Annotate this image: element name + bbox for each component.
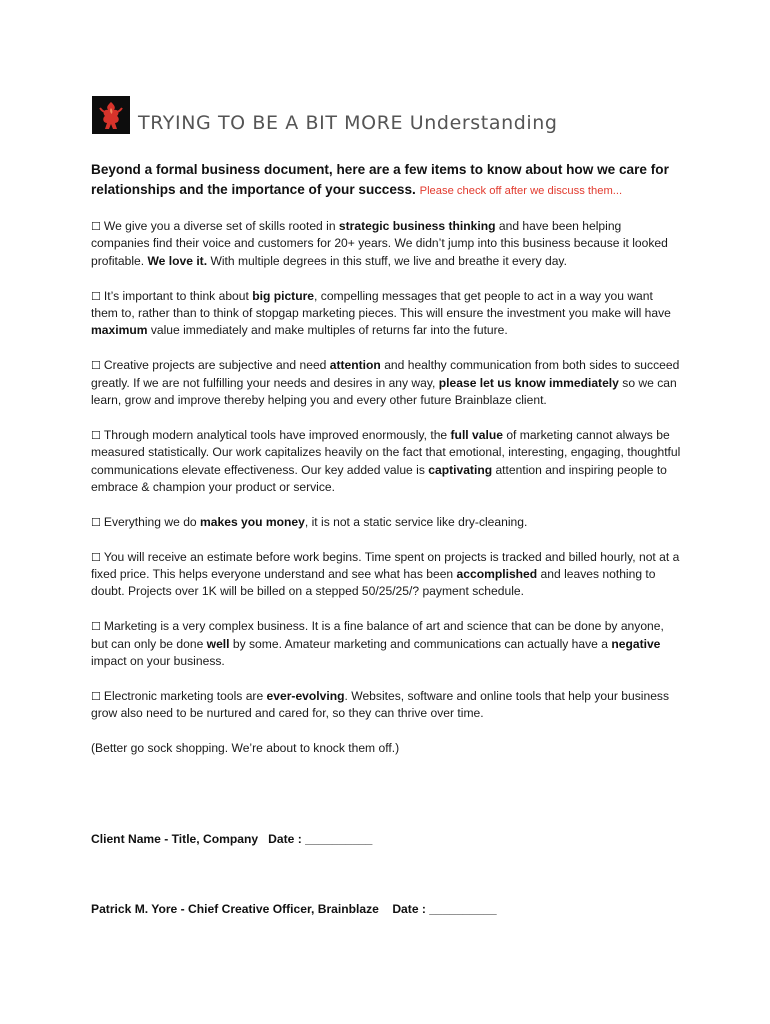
checkbox-icon[interactable]: ☐ (91, 515, 101, 529)
emphasis-text: makes you money (200, 514, 305, 529)
check-off-note: Please check off after we discuss them... (419, 184, 623, 197)
checklist-item (91, 427, 683, 497)
emphasis-text: captivating (428, 462, 493, 477)
checklist-item (91, 218, 683, 270)
checklist-item (91, 618, 683, 670)
item-text: Through modern analytical tools have improved enormously, the (103, 427, 451, 442)
closing-line: (Better go sock shopping. We’re about to knock them off.) (91, 741, 400, 756)
item-text: so we can learn, grow and improve thereby helping you and every other future Brainblaze client. (91, 375, 677, 408)
checklist-item (91, 514, 683, 531)
item-text: by some. Amateur marketing and communications can actually have a (229, 636, 612, 651)
item-text: With multiple degrees in this stuff, we live and breathe it every day. (207, 253, 567, 268)
emphasis-text: attention (329, 358, 381, 373)
emphasis-text: full value (450, 427, 503, 442)
checklist-item (91, 288, 683, 340)
emphasis-text: please let us know immediately (438, 375, 619, 390)
item-text: value immediately and make multiples of returns far into the future. (147, 323, 508, 338)
emphasis-text: negative (611, 636, 661, 651)
emphasis-text: We love it. (147, 253, 208, 268)
item-text: Creative projects are subjective and need (103, 358, 330, 373)
item-text: Marketing is a very complex business. It is a fine balance of art and science that can be done by anyone, but can only be done (91, 619, 664, 651)
checkbox-icon[interactable]: ☐ (91, 428, 101, 442)
emphasis-text: accomplished (456, 567, 538, 582)
client-signature-line: Client Name - Title, Company Date : __________ (91, 832, 373, 846)
checkbox-icon[interactable]: ☐ (91, 689, 101, 703)
emphasis-text: maximum (91, 323, 148, 338)
item-text: You will receive an estimate before work begins. Time spent on projects is tracked and billed hourly, not at a fixed price. This helps everyone understand and see what has been (91, 549, 680, 582)
checkbox-icon[interactable]: ☐ (91, 550, 101, 564)
checklist-item (91, 549, 683, 601)
intro-paragraph (91, 160, 691, 201)
brainblaze-flame-figure-icon (92, 96, 130, 134)
intro-text: Beyond a formal business document, here are a few items to know about how we care for relationships and the importance of your success. (91, 162, 669, 197)
item-text: , it is not a static service like dry-cleaning. (304, 514, 528, 529)
item-text: attention and inspiring people to embrace & champion your product or service. (91, 462, 667, 495)
checkbox-icon[interactable]: ☐ (91, 359, 101, 373)
item-text: and have been helping companies find their voice and customers for 20+ years. We didn’t jump into this business because it looked profitable. (91, 219, 668, 268)
checkbox-icon[interactable]: ☐ (91, 220, 101, 233)
item-text: impact on your business. (91, 654, 225, 669)
emphasis-text: strategic business thinking (338, 219, 496, 233)
item-text: of marketing cannot always be measured statistically. Our work capitalizes heavily on the fact that emotional, interesting, engaging, thoughtful communications elevate effectiveness. Our key added value is (91, 427, 681, 477)
checkbox-icon[interactable]: ☐ (91, 620, 101, 634)
page-title: TRYING TO BE A BIT MORE Understanding (138, 112, 558, 134)
checklist-item (91, 688, 683, 723)
emphasis-text: well (206, 636, 230, 651)
emphasis-text: big picture (252, 288, 315, 303)
checkbox-icon[interactable]: ☐ (91, 289, 101, 303)
checklist (91, 218, 683, 757)
patrick-signature-line: Patrick M. Yore - Chief Creative Officer, Brainblaze Date : __________ (91, 902, 497, 916)
item-text: It’s important to think about (103, 288, 253, 303)
item-text: and healthy communication from both sides to succeed greatly. If we are not fulfilling your needs and desires in any way, (91, 358, 680, 390)
item-text: We give you a diverse set of skills rooted in (103, 219, 339, 233)
emphasis-text: ever-evolving (266, 688, 345, 703)
item-text: . Websites, software and online tools that help your business grow also need to be nurtured and cared for, so they can thrive over time. (91, 688, 670, 721)
item-text: Everything we do (103, 514, 201, 529)
checklist-item (91, 357, 683, 409)
item-text: and leaves nothing to doubt. Projects over 1K will be billed on a stepped 50/25/25/? payment schedule. (91, 567, 656, 599)
item-text: , compelling messages that get people to act in a way you want them to, rather than to think of stopgap marketing pieces. This will ensure the investment you make will have (91, 288, 671, 321)
item-text: Electronic marketing tools are (103, 688, 267, 703)
